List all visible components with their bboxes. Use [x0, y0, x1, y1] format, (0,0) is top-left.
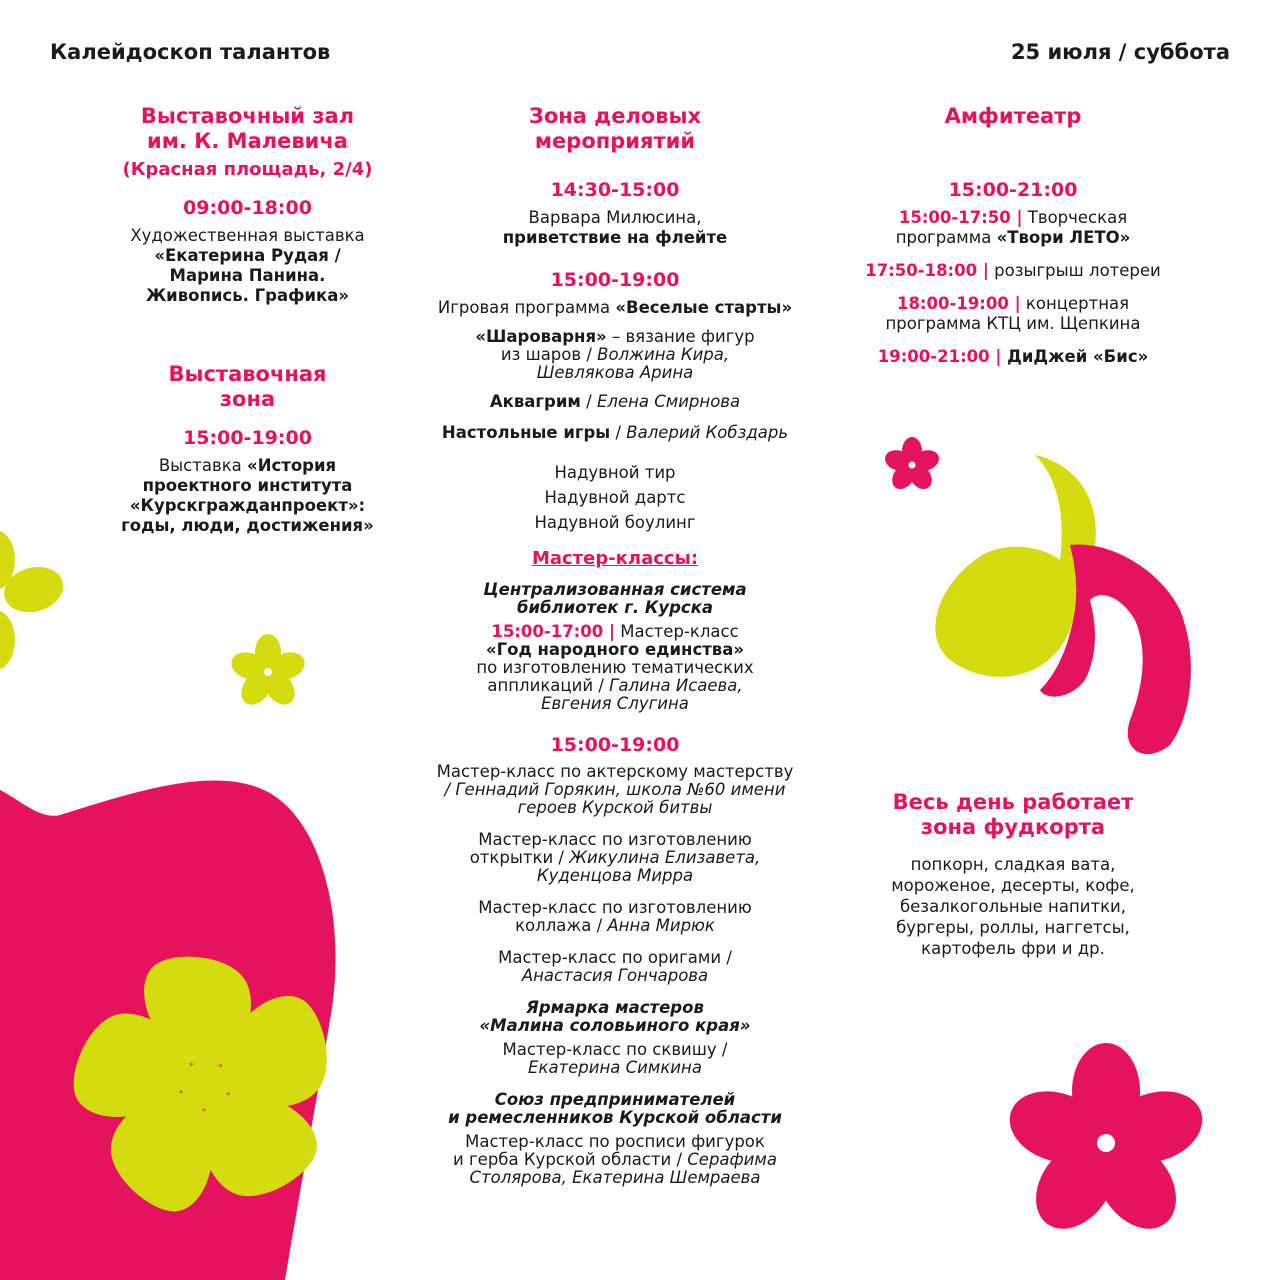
time-slot: 15:00-21:00 [948, 179, 1078, 201]
column-amphitheatre [848, 104, 1178, 367]
zone-title: Зона деловых мероприятий [528, 104, 702, 153]
event-item: 19:00-21:00 | ДиДжей «Бис» [877, 347, 1149, 366]
date-label: 25 июля / суббота [1010, 40, 1230, 64]
time-slot: 15:00-19:00 [550, 269, 680, 291]
zone-title: Выставочная зона [168, 362, 327, 411]
event-item: «Шароварня» – вязание фигур из шаров / Волжина Кира, Шевлякова Арина [475, 327, 755, 382]
event-item: Аквагрим / Елена Смирнова [489, 392, 741, 411]
organizer: Союз предпринимателей и ремесленников Курской области [448, 1090, 782, 1127]
organizer: Централизованная система библиотек г. Курска [483, 580, 747, 617]
event-item: Игровая программа «Веселые старты» [437, 298, 793, 317]
venue-title: Выставочный зал им. К. Малевича [140, 104, 355, 153]
event-item: 17:50-18:00 | розыгрыш лотереи [865, 261, 1161, 280]
event-item: Мастер-класс по актерскому мастерству / Геннадий Горякин, школа №60 имени героев Курской битвы [436, 762, 794, 817]
column-exhibition [110, 104, 385, 536]
music-note-icon [935, 455, 1191, 754]
event-item: Варвара Милюсина, приветствие на флейте [502, 208, 728, 247]
event-item: Мастер-класс по изготовлению коллажа / Анна Мирюк [478, 898, 752, 935]
magenta-flower-small [882, 437, 941, 494]
event-item: Выставка «История проектного института «Курскгражданпроект»: годы, люди, достижения» [121, 456, 374, 535]
organizer: Ярмарка мастеров «Малина соловьиного края» [479, 998, 751, 1035]
lime-flower-left-edge [0, 530, 68, 670]
food-court [848, 790, 1178, 959]
food-court-title: Весь день работает зона фудкорта [892, 790, 1134, 839]
event-item: Художественная выставка «Екатерина Рудая / Марина Панина. Живопись. Графика» [130, 226, 365, 305]
event-item: Мастер-класс по оригами / Анастасия Гончарова [498, 948, 732, 985]
time-slot: 15:00-19:00 [550, 734, 680, 756]
event-item: Мастер-класс по росписи фигурок и герба Курской области / Серафима Столярова, Екатерина Шемраева [453, 1132, 777, 1187]
page-title: Калейдоскоп талантов [50, 40, 331, 64]
event-item: Мастер-класс по сквишу / Екатерина Симкина [502, 1040, 728, 1077]
time-slot: 14:30-15:00 [550, 179, 680, 201]
event-item: Надувной тир Надувной дартс Надувной боулинг [534, 463, 696, 532]
lime-flower-small [228, 634, 308, 710]
event-item: Настольные игры / Валерий Кобздарь [441, 423, 789, 442]
event-item: 18:00-19:00 | концертная программа КТЦ им. Щепкина [885, 294, 1141, 333]
masterclasses-heading: Мастер-классы: [531, 548, 699, 569]
time-slot: 15:00-19:00 [183, 427, 312, 449]
column-business-zone [405, 104, 825, 1187]
event-item: 15:00-17:00 | Мастер-класс «Год народного единства» по изготовлению тематических аппликаций / Галина Исаева, Евгения Слугина [476, 622, 754, 713]
time-slot: 09:00-18:00 [183, 197, 312, 219]
event-item: 15:00-17:50 | Творческая программа «Твори ЛЕТО» [895, 208, 1131, 247]
venue-title: Амфитеатр [944, 104, 1082, 128]
food-list: попкорн, сладкая вата, мороженое, десерты, кофе, безалкогольные напитки, бургеры, роллы, наггетсы, картофель фри и др. [891, 855, 1135, 958]
venue-address: (Красная площадь, 2/4) [122, 159, 373, 180]
magenta-flower-large [1000, 1043, 1211, 1244]
event-item: Мастер-класс по изготовлению открытки / Жикулина Елизавета, Куденцова Мирра [469, 830, 761, 885]
